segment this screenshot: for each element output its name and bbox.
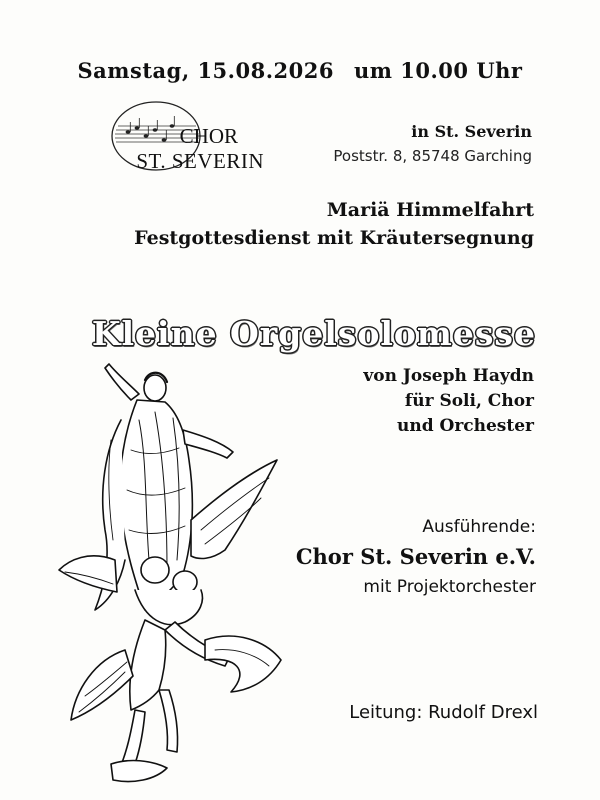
event-date: Samstag, 15.08.2026 bbox=[77, 58, 334, 83]
composer-line: von Joseph Haydn bbox=[363, 366, 534, 386]
orchestra-name: mit Projektorchester bbox=[363, 577, 536, 597]
choir-logo bbox=[104, 96, 264, 184]
occasion-service: Festgottesdienst mit Kräutersegnung bbox=[134, 227, 534, 249]
performers-label: Ausführende: bbox=[422, 517, 536, 537]
venue-block bbox=[270, 120, 532, 168]
scoring-line-2: und Orchester bbox=[396, 416, 534, 436]
occasion-feast: Mariä Himmelfahrt bbox=[326, 199, 534, 221]
venue-address: Poststr. 8, 85748 Garching bbox=[333, 147, 532, 165]
performers-block bbox=[250, 512, 536, 602]
logo-line-1: CHOR bbox=[179, 124, 238, 148]
logo-text bbox=[104, 124, 264, 174]
event-time: um 10.00 Uhr bbox=[353, 58, 523, 83]
composer-block bbox=[260, 364, 534, 439]
scoring-line-1: für Soli, Chor bbox=[404, 391, 534, 411]
work-title: Kleine Orgelsolomesse bbox=[91, 314, 536, 353]
venue-name: in St. Severin bbox=[411, 122, 532, 141]
choir-name: Chor St. Severin e.V. bbox=[295, 544, 536, 569]
event-date-time bbox=[0, 58, 600, 83]
occasion-block bbox=[80, 196, 534, 252]
conductor-line: Leitung: Rudolf Drexl bbox=[349, 702, 538, 723]
logo-line-2: ST. SEVERIN bbox=[136, 149, 264, 173]
